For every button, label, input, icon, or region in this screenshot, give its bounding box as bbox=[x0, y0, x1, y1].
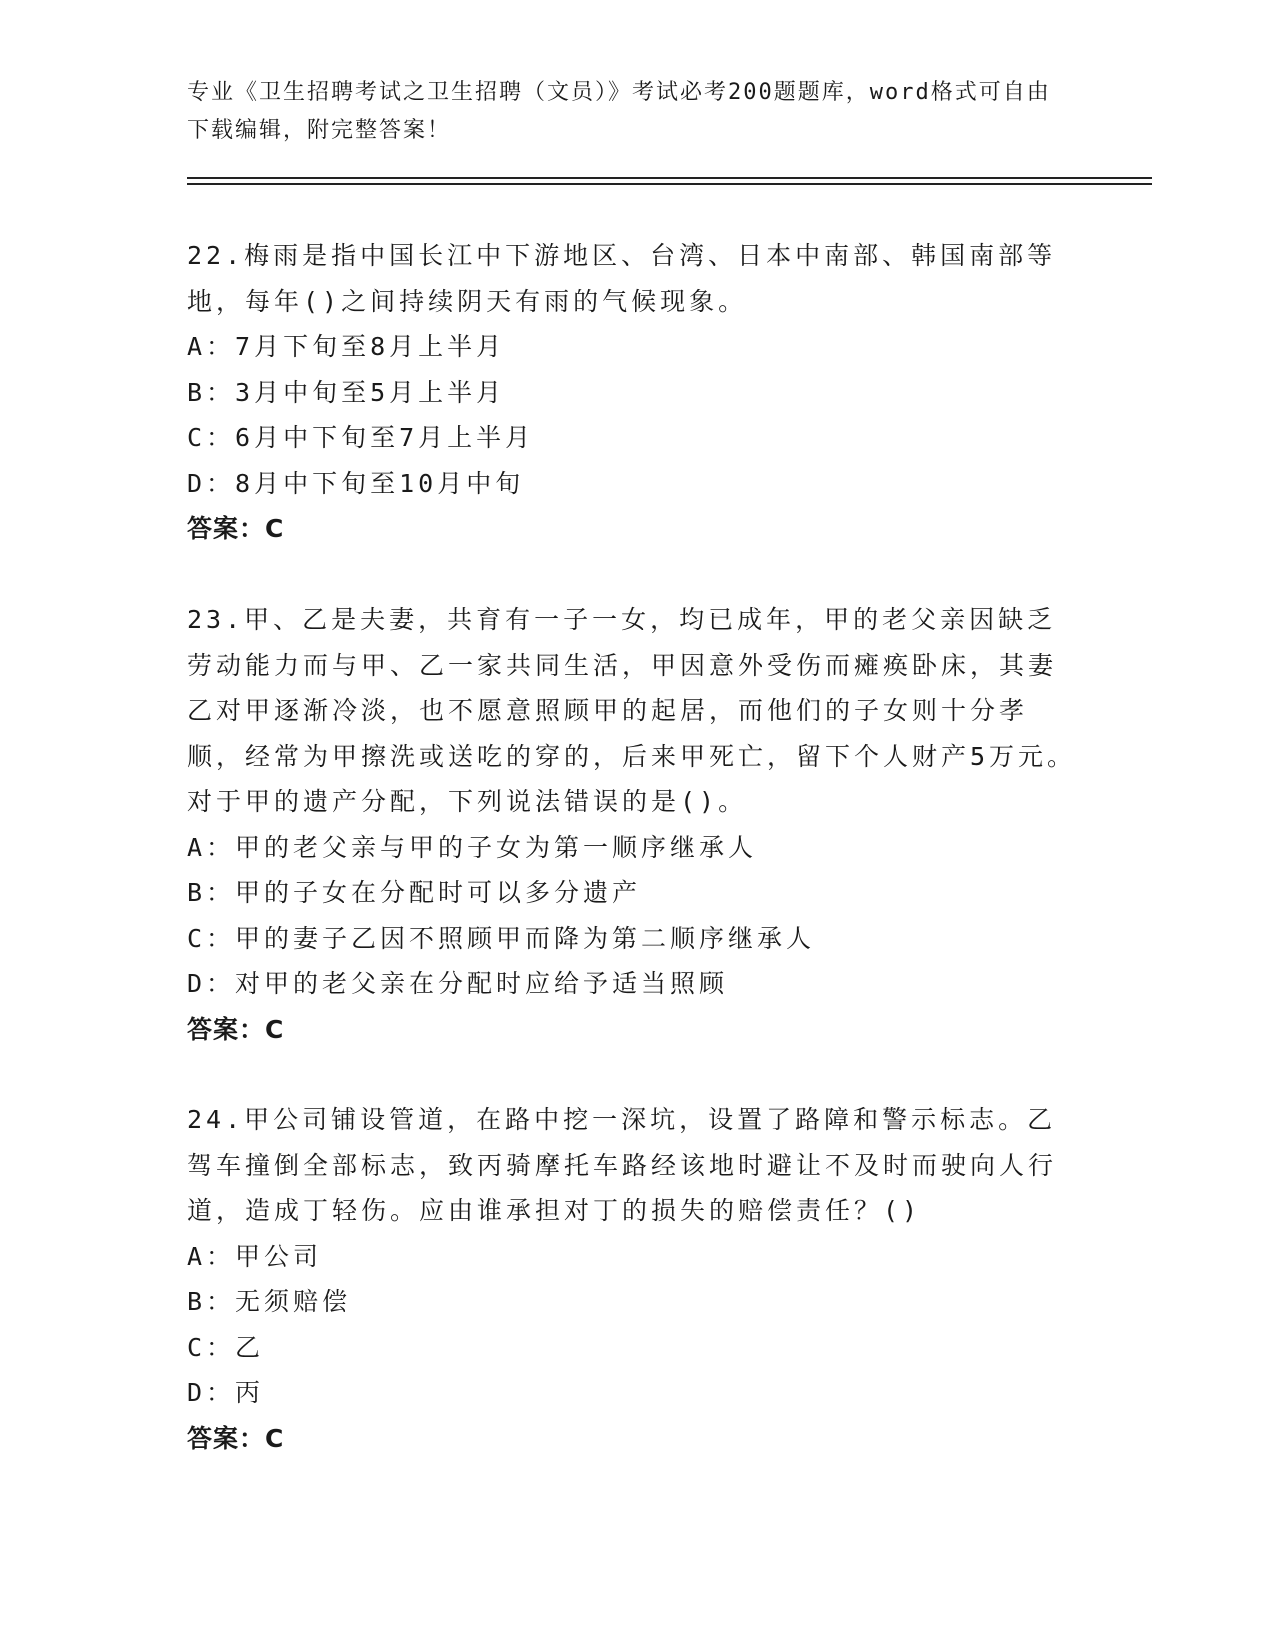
option-b: B：3月中旬至5月上半月 bbox=[187, 377, 506, 407]
option-d: D：对甲的老父亲在分配时应给予适当照顾 bbox=[187, 969, 729, 998]
answer-label: 答案：C bbox=[187, 1014, 285, 1044]
question-block bbox=[187, 233, 1077, 552]
option-d: D：8月中下旬至10月中旬 bbox=[187, 468, 525, 498]
answer-label: 答案：C bbox=[187, 1423, 285, 1453]
header-intro: 专业《卫生招聘考试之卫生招聘（文员）》考试必考200题题库，word格式可自由下载编辑，附完整答案！ bbox=[187, 80, 1051, 143]
header-divider-bottom bbox=[187, 183, 1152, 185]
option-b: B：无须赔偿 bbox=[187, 1287, 352, 1316]
option-a: A：甲公司 bbox=[187, 1241, 323, 1271]
question-stem: 23.甲、乙是夫妻，共育有一子一女，均已成年，甲的老父亲因缺乏劳动能力而与甲、乙一家共同生活，甲因意外受伤而瘫痪卧床，其妻乙对甲逐渐冷淡，也不愿意照顾甲的起居，而他们的子女则十分孝顺，经常为甲擦洗或送吃的穿的，后来甲死亡，留下个人财产5万元。对于甲的遗产分配，下列说法错误的是()。 bbox=[187, 605, 1077, 816]
question-stem: 22.梅雨是指中国长江中下游地区、台湾、日本中南部、韩国南部等地，每年()之间持续阴天有雨的气候现象。 bbox=[187, 241, 1057, 316]
question-block bbox=[187, 597, 1077, 1052]
answer-label: 答案：C bbox=[187, 514, 285, 543]
option-c: C：6月中下旬至7月上半月 bbox=[187, 423, 535, 452]
document-header bbox=[187, 74, 1067, 150]
option-b: B：甲的子女在分配时可以多分遗产 bbox=[187, 878, 642, 907]
question-stem: 24.甲公司铺设管道，在路中挖一深坑，设置了路障和警示标志。乙驾车撞倒全部标志，致丙骑摩托车路经该地时避让不及时而驶向人行道，造成丁轻伤。应由谁承担对丁的损失的赔偿责任？() bbox=[187, 1105, 1058, 1225]
option-c: C：乙 bbox=[187, 1332, 265, 1362]
option-d: D：丙 bbox=[187, 1378, 265, 1407]
option-a: A：7月下旬至8月上半月 bbox=[187, 332, 506, 361]
header-divider-top bbox=[187, 177, 1152, 179]
option-c: C：甲的妻子乙因不照顾甲而降为第二顺序继承人 bbox=[187, 923, 816, 953]
option-a: A：甲的老父亲与甲的子女为第一顺序继承人 bbox=[187, 832, 758, 862]
question-block bbox=[187, 1097, 1077, 1461]
